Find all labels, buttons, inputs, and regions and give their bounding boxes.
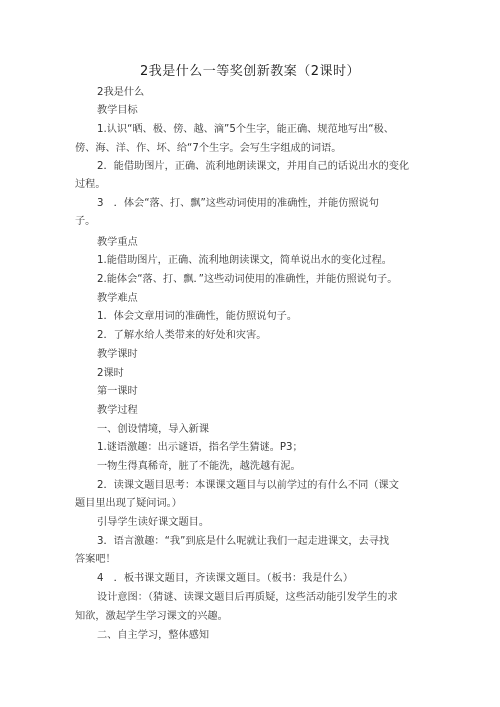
section-heading: 教学难点 bbox=[97, 293, 138, 304]
text-line: 2我是什么 bbox=[97, 87, 145, 98]
text-line: 2课时 bbox=[97, 368, 124, 379]
text-line: 答案吧！ bbox=[75, 554, 116, 565]
text-line: 知欲，激起学生学习课文的兴趣。 bbox=[75, 611, 228, 622]
text-line: 题目里出现了疑问词。） bbox=[75, 498, 182, 509]
document-title: 2我是什么一等奖创新教案（2课时） bbox=[139, 64, 361, 79]
text-line: 2．读课文题目思考：本课课文题目与以前学过的有什么不同（课文 bbox=[97, 480, 399, 491]
section-heading: 教学重点 bbox=[97, 237, 138, 248]
text-line: 2.能体会“落、打、飘．”这些动词使用的准确性，并能仿照说句子。 bbox=[97, 274, 398, 285]
text-line: 1．体会文章用词的准确性，能仿照说句子。 bbox=[97, 311, 298, 322]
text-line: 设计意图：（猜谜、读课文题目后再质疑，这些活动能引发学生的求 bbox=[97, 592, 398, 603]
section-heading: 教学目标 bbox=[97, 105, 138, 116]
text-line: 3．语言激趣：“我”到底是什么呢就让我们一起走进课文，去寻找 bbox=[97, 536, 390, 547]
text-line: 一物生得真稀奇，脏了不能洗，越洗越有泥。 bbox=[97, 461, 301, 472]
text-line: 4 ．板书课文题目，齐读课文题目。（板书：我是什么） bbox=[97, 573, 354, 584]
text-line: 引导学生读好课文题目。 bbox=[97, 517, 210, 528]
text-line: 3 ．体会“落、打、飘”这些动词使用的准确性，并能仿照说句 bbox=[97, 198, 379, 209]
text-line: 子。 bbox=[75, 216, 96, 227]
text-line: 1.能借助图片，正确、流利地朗读课文，简单说出水的变化过程。 bbox=[97, 255, 392, 266]
text-line: 1.谜语激趣：出示谜语，指名学生猜谜。P3； bbox=[97, 442, 303, 453]
text-line: 过程。 bbox=[75, 179, 106, 190]
text-line: 2．了解水给人类带来的好处和灾害。 bbox=[97, 330, 267, 341]
text-line: 傍、海、洋、作、坏、给“7个生字。会写生字组成的词语。 bbox=[75, 143, 342, 154]
section-heading: 第一课时 bbox=[97, 386, 138, 397]
text-line: 1.认识“晒、极、傍、越、滴”5个生字，能正确、规范地写出“极、 bbox=[97, 124, 394, 135]
section-heading: 二、自主学习，整体感知 bbox=[97, 630, 210, 641]
text-line: 2．能借助图片，正确、流利地朗读课文，并用自己的话说出水的变化 bbox=[97, 161, 410, 172]
section-heading: 一、创设情境，导入新课 bbox=[97, 424, 210, 435]
section-heading: 教学课时 bbox=[97, 349, 138, 360]
section-heading: 教学过程 bbox=[97, 405, 138, 416]
